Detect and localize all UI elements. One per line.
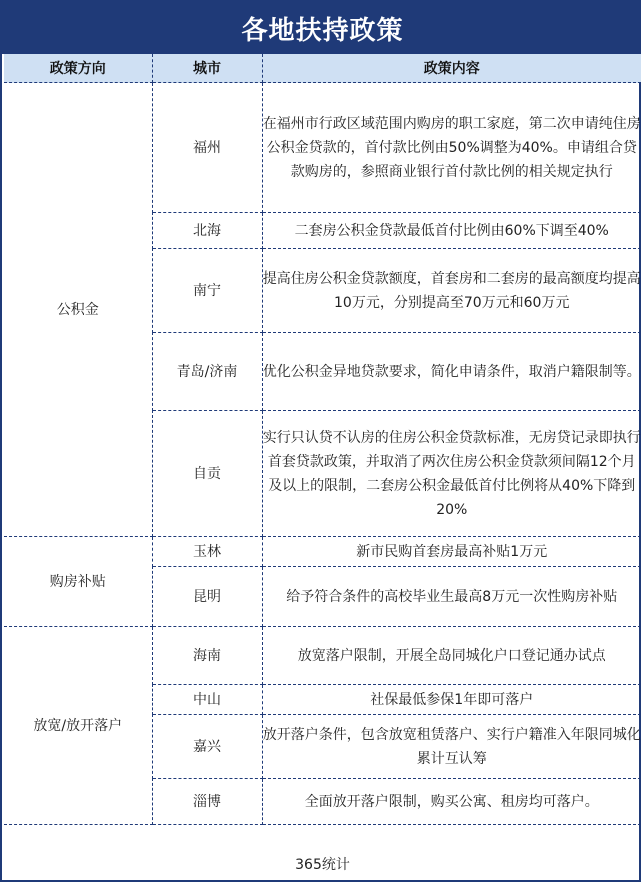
table-header-row <box>4 54 641 83</box>
content-cell: 提高住房公积金贷款额度，首套房和二套房的最高额度均提高10万元，分别提高至70万元和60万元 <box>262 249 641 333</box>
content-cell: 实行只认贷不认房的住房公积金贷款标准，无房贷记录即执行首套贷款政策，并取消了两次住房公积金贷款须间隔12个月及以上的限制，二套房公积金最低首付比例将从40%下降到20% <box>262 411 641 537</box>
content-cell: 给予符合条件的高校毕业生最高8万元一次性购房补贴 <box>262 567 641 627</box>
direction-cell: 购房补贴 <box>4 537 152 627</box>
city-cell: 南宁 <box>152 249 262 333</box>
city-cell: 玉林 <box>152 537 262 567</box>
city-cell: 青岛/济南 <box>152 333 262 411</box>
city-cell: 自贡 <box>152 411 262 537</box>
table-row <box>4 537 641 567</box>
content-cell: 社保最低参保1年即可落户 <box>262 685 641 715</box>
page-title: 各地扶持政策 <box>2 2 641 54</box>
content-cell: 放开落户条件，包含放宽租赁落户、实行户籍准入年限同城化累计互认筹 <box>262 715 641 779</box>
content-cell: 优化公积金异地贷款要求，简化申请条件，取消户籍限制等。 <box>262 333 641 411</box>
column-header-direction: 政策方向 <box>4 54 152 83</box>
content-cell: 二套房公积金贷款最低首付比例由60%下调至40% <box>262 213 641 249</box>
content-cell: 在福州市行政区域范围内购房的职工家庭，第二次申请纯住房公积金贷款的，首付款比例由50%调整为40%。申请组合贷款购房的，参照商业银行首付款比例的相关规定执行 <box>262 83 641 213</box>
content-cell: 新市民购首套房最高补贴1万元 <box>262 537 641 567</box>
city-cell: 淄博 <box>152 779 262 825</box>
column-header-content: 政策内容 <box>262 54 641 83</box>
table-row <box>4 83 641 213</box>
city-cell: 嘉兴 <box>152 715 262 779</box>
city-cell: 昆明 <box>152 567 262 627</box>
city-cell: 福州 <box>152 83 262 213</box>
policy-table <box>4 54 641 825</box>
column-header-city: 城市 <box>152 54 262 83</box>
city-cell: 北海 <box>152 213 262 249</box>
content-cell: 放宽落户限制，开展全岛同城化户口登记通办试点 <box>262 627 641 685</box>
city-cell: 中山 <box>152 685 262 715</box>
direction-cell: 放宽/放开落户 <box>4 627 152 825</box>
city-cell: 海南 <box>152 627 262 685</box>
table-row <box>4 627 641 685</box>
content-cell: 全面放开落户限制，购买公寓、租房均可落户。 <box>262 779 641 825</box>
source-footer: 365统计 <box>295 856 350 873</box>
direction-cell: 公积金 <box>4 83 152 537</box>
